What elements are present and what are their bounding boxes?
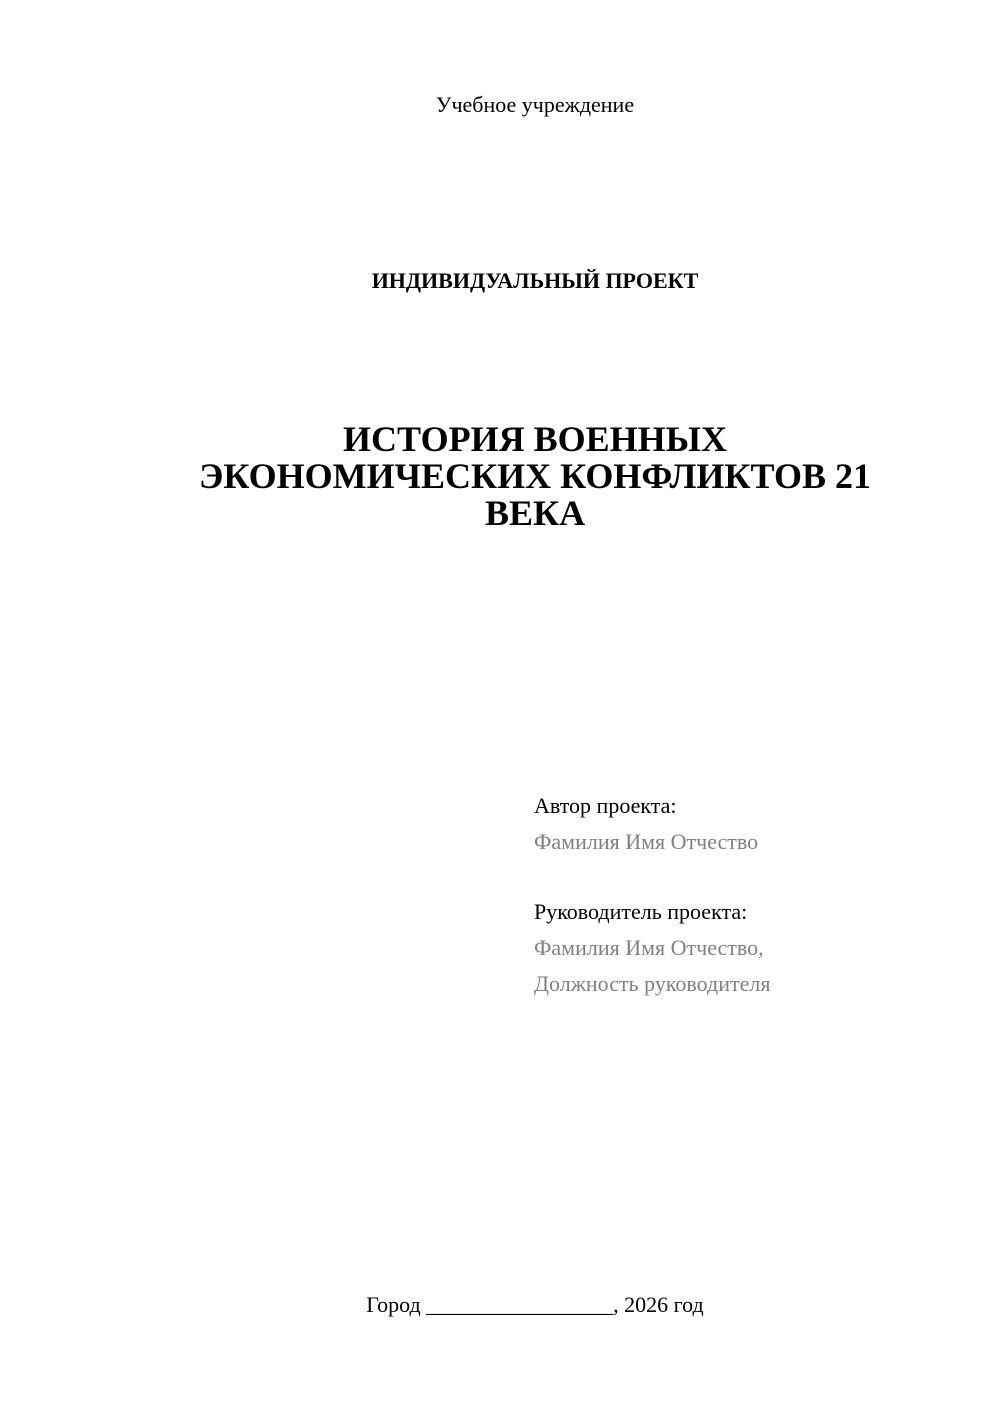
- supervisor-name: Фамилия Имя Отчество,: [534, 935, 764, 960]
- project-title: [0, 421, 1000, 532]
- supervisor-label: Руководитель проекта:: [534, 899, 748, 924]
- project-info-block: [534, 788, 770, 1002]
- institution-name: Учебное учреждение: [435, 92, 635, 117]
- title-line: ВЕКА: [484, 493, 586, 533]
- title-line: ЭКОНОМИЧЕСКИХ КОНФЛИКТОВ 21: [198, 456, 872, 496]
- author-name: Фамилия Имя Отчество: [534, 829, 759, 854]
- spacer: [534, 860, 770, 894]
- author-label: Автор проекта:: [534, 793, 677, 818]
- supervisor-position: Должность руководителя: [534, 971, 771, 996]
- title-line: ИСТОРИЯ ВОЕННЫХ: [343, 419, 727, 459]
- city-year-footer: Город _________________, 2026 год: [366, 1292, 704, 1317]
- document-type: ИНДИВИДУАЛЬНЫЙ ПРОЕКТ: [371, 268, 699, 293]
